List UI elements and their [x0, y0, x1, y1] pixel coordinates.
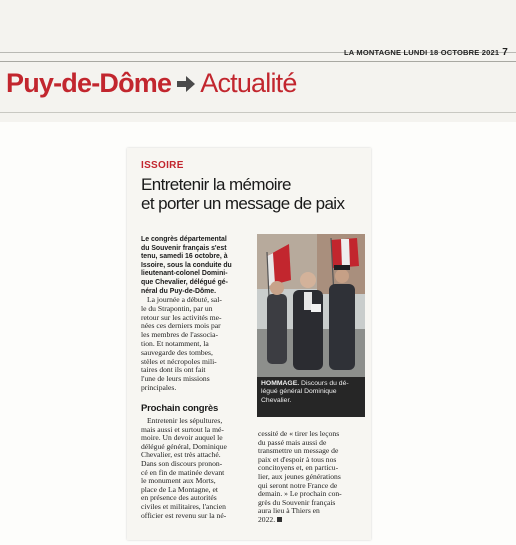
body-line: cé en fin de matinée devant — [141, 467, 225, 477]
lead-line: lieutenant-colonel Domini- — [141, 270, 228, 278]
lead-line: Le congrès départemental — [141, 236, 227, 243]
body-line: officier est revenu sur la né- — [141, 510, 227, 520]
folio-text: LA MONTAGNE LUNDI 18 OCTOBRE 2021 — [344, 48, 500, 57]
body-line: délégué général, Dominique — [141, 441, 227, 451]
body-line: sauvegarde des tombes, — [141, 347, 213, 357]
body-line: moire. Un devoir auquel le — [141, 433, 223, 443]
body-line: principales. — [141, 382, 177, 392]
section-name: Puy-de-Dôme — [6, 68, 172, 98]
caption-line: Chevalier. — [261, 396, 292, 404]
body-line: paix et d'espoir à tous nos — [258, 454, 337, 464]
caption-line: Discours du dé- — [301, 380, 349, 387]
body-line: aura lieu à Thiers en — [258, 506, 320, 516]
subsection-name: Actualité — [200, 68, 297, 98]
body-line: taires dont ils ont fait — [141, 365, 206, 375]
article-headline — [141, 175, 367, 213]
article-intertitle: Prochain congrès — [141, 403, 219, 414]
body-line: Chevalier, est très attaché. — [141, 450, 221, 460]
lead-line: Issoire, sous la conduite du — [141, 261, 232, 269]
header-rule-secondary — [0, 61, 516, 62]
section-rubric — [6, 68, 297, 99]
headline-line: Entretenir la mémoire — [141, 175, 291, 194]
body-line: du passé mais aussi de — [258, 437, 327, 447]
article-clipping — [127, 148, 371, 540]
body-line: mais aussi et surtout la mé- — [141, 424, 224, 434]
article-body-bottom — [141, 417, 255, 520]
body-line: le monument aux Morts, — [141, 476, 216, 486]
body-line: tion. Et notamment, la — [141, 338, 209, 348]
body-line: concitoyens et, en particu- — [258, 463, 339, 473]
body-line: stèles et nécropoles mili- — [141, 356, 217, 366]
body-line: l'une de leurs missions — [141, 374, 210, 384]
lead-line: que Chevalier, délégué gé- — [141, 278, 228, 286]
body-line: qui seront notre France de — [258, 480, 338, 490]
article-body-right — [258, 430, 370, 525]
header-bottom-rule — [0, 112, 516, 113]
body-line: grès du Souvenir français — [258, 497, 336, 507]
body-line: en présence des autorités — [141, 493, 217, 503]
lead-line: du Souvenir français s'est — [141, 244, 227, 252]
right-arrow-icon — [175, 70, 197, 90]
body-line: civiles et militaires, l'ancien — [141, 501, 226, 511]
article-kicker: ISSOIRE — [141, 160, 184, 171]
body-line: demain. » Le prochain con- — [258, 489, 342, 499]
body-line: place de La Montagne, et — [141, 484, 218, 494]
body-line: cessité de « tirer les leçons — [258, 429, 340, 438]
lead-line: néral du Puy-de-Dôme. — [141, 287, 217, 295]
lead-line: tenu, samedi 16 octobre, à — [141, 253, 228, 261]
body-line: transmettre un message de — [258, 446, 339, 456]
body-line: le du Strapontin, par un — [141, 303, 213, 313]
page-number: 7 — [502, 47, 508, 58]
caption-lead: HOMMAGE. — [261, 380, 300, 387]
body-line: lier, aux jeunes générations — [258, 471, 341, 481]
body-line: 2022. — [258, 514, 276, 524]
folio — [344, 47, 508, 58]
body-line: Dans son discours pronon- — [141, 458, 223, 468]
photo-caption — [257, 377, 365, 417]
article-photo — [257, 234, 365, 377]
article-lead-paragraph — [141, 236, 255, 296]
body-line: les membres de l'associa- — [141, 330, 219, 340]
body-line: nées ces derniers mois par — [141, 321, 221, 331]
body-line: La journée a débuté, sal- — [147, 295, 222, 304]
body-line: retour sur les activités me- — [141, 312, 222, 322]
end-of-article-icon — [277, 517, 282, 522]
body-line: Entretenir les sépultures, — [147, 416, 223, 425]
headline-line: et porter un message de paix — [141, 194, 345, 213]
caption-line: légué général Dominique — [261, 388, 337, 396]
article-body-left — [141, 296, 255, 393]
page-header — [0, 0, 516, 122]
